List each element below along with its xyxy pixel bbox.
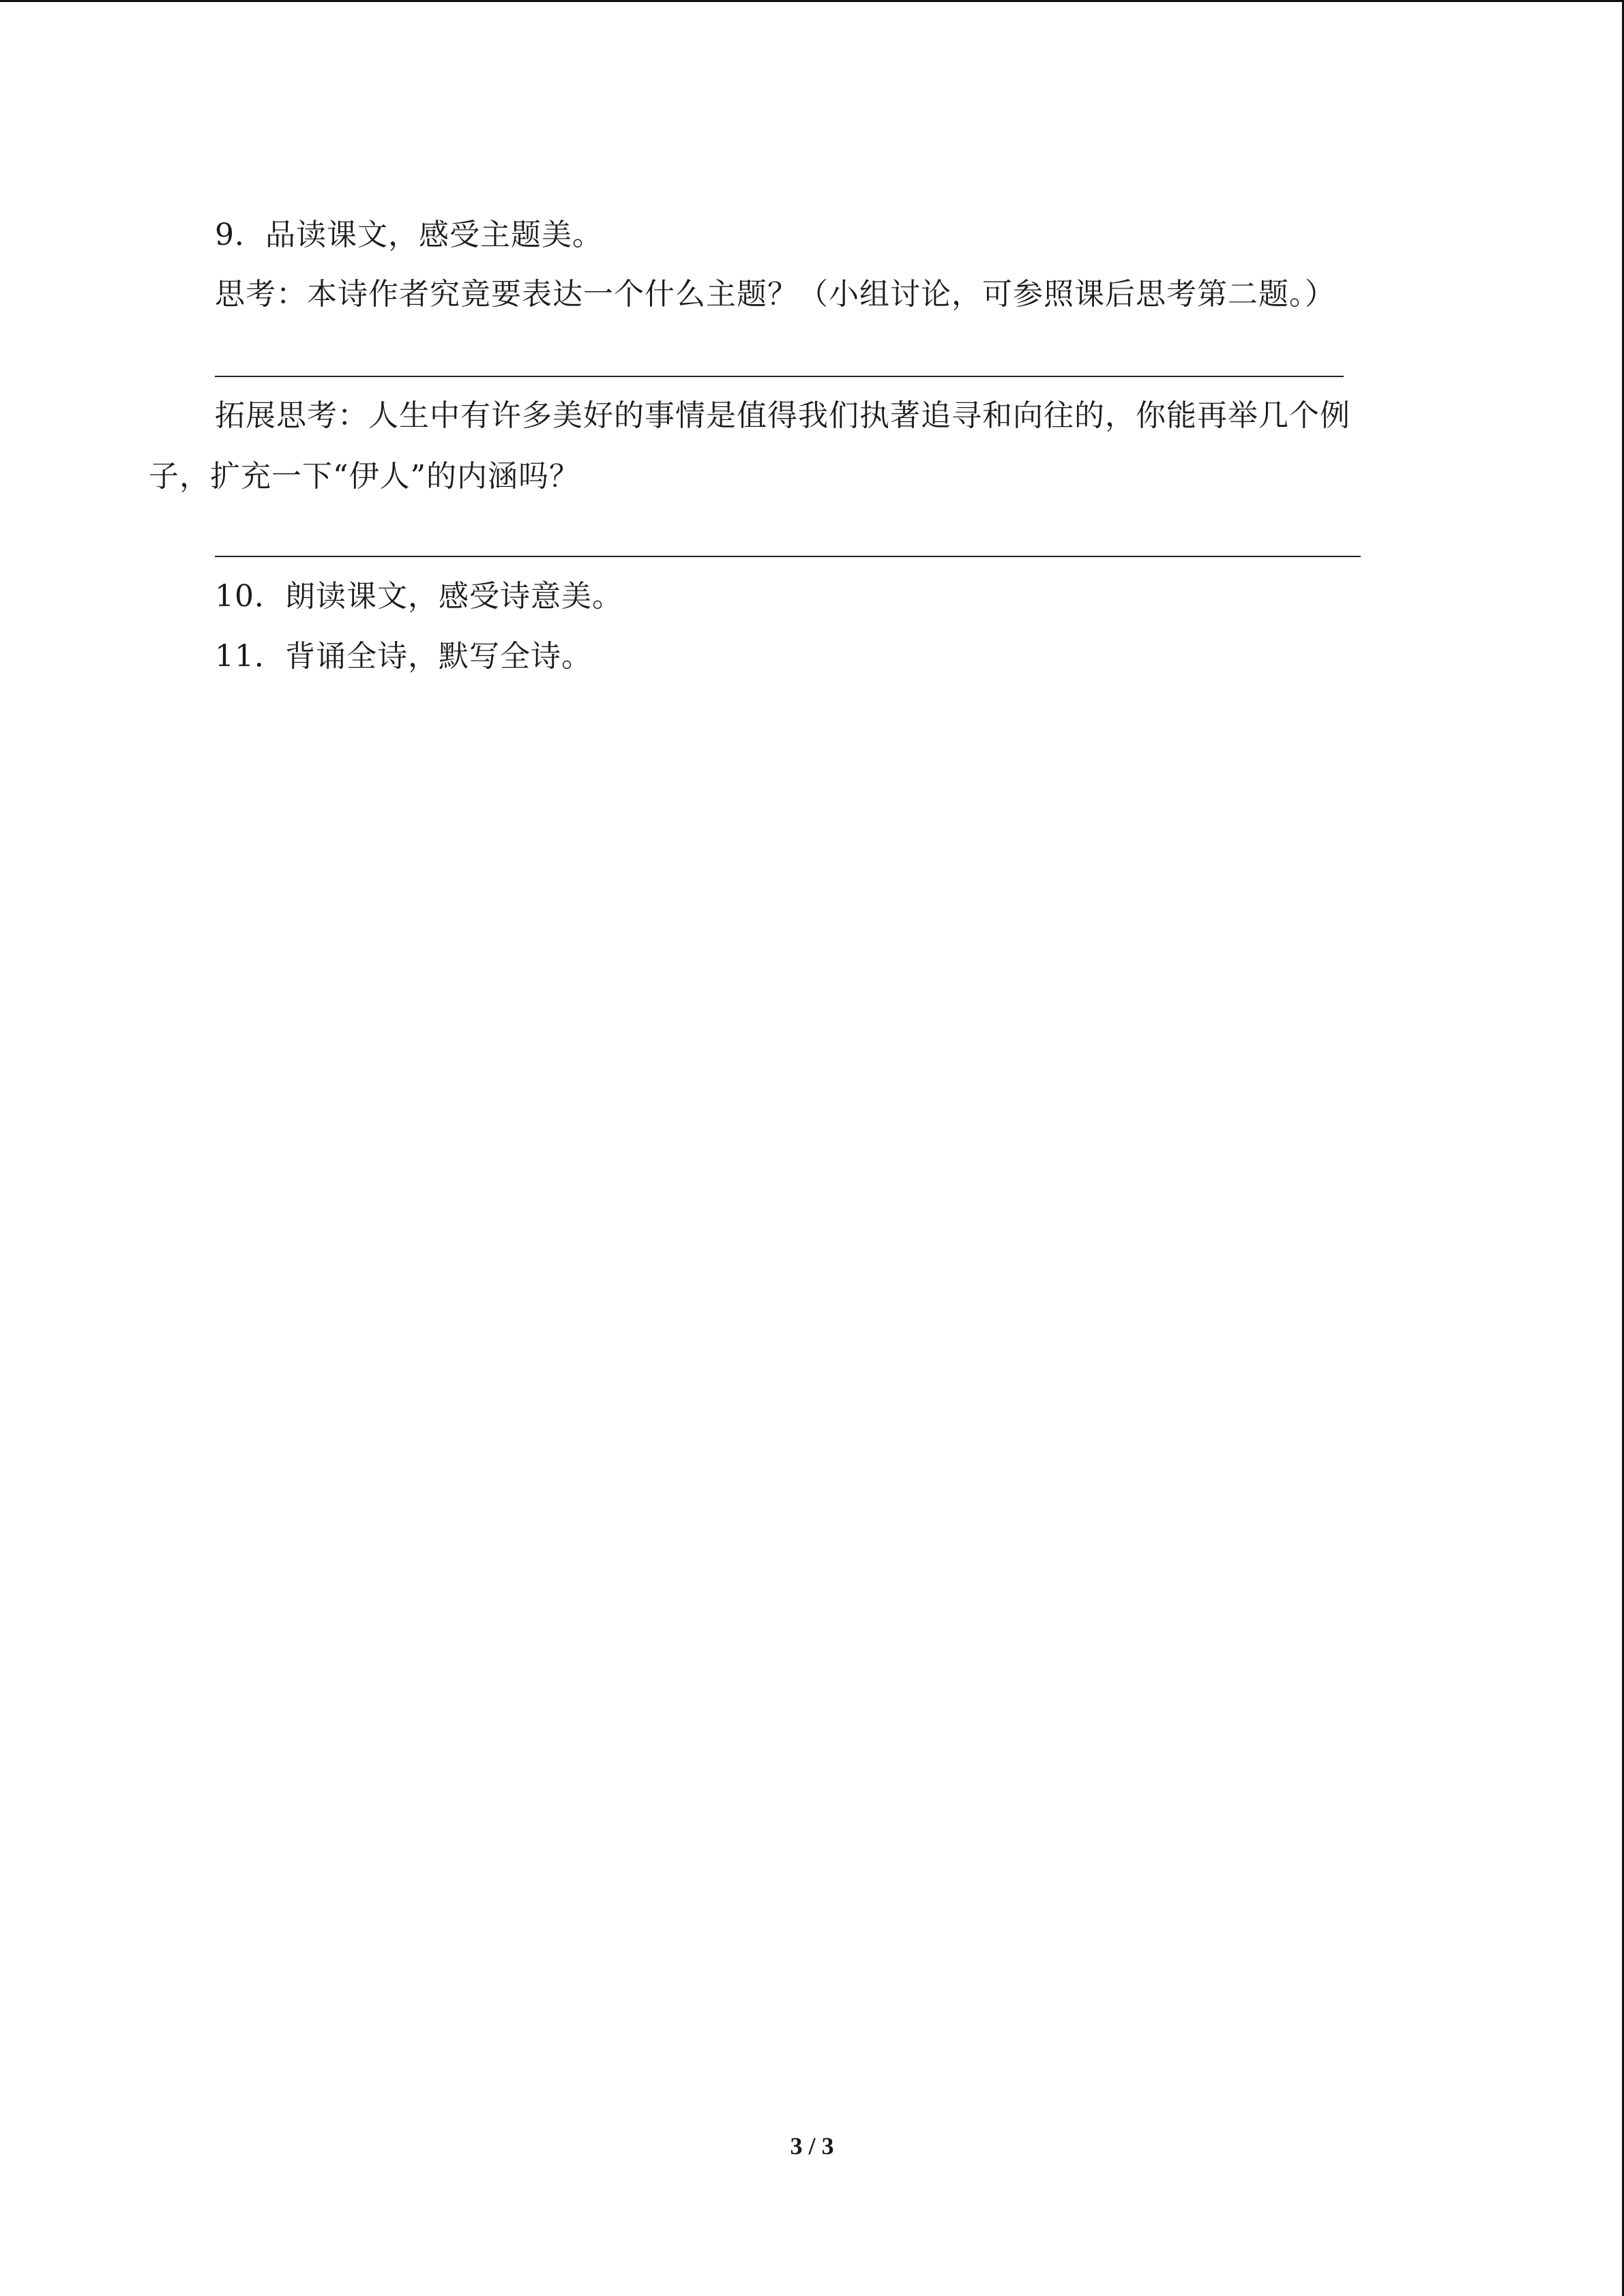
question-11: 11．背诵全诗，默写全诗。	[215, 639, 592, 674]
question-9-extend-line-1: 拓展思考：人生中有许多美好的事情是值得我们执著追寻和向往的，你能再举几个例	[215, 398, 1350, 433]
question-9-think-prompt: 思考：本诗作者究竟要表达一个什么主题？（小组讨论，可参照课后思考第二题。）	[215, 277, 1335, 312]
answer-line-think[interactable]	[215, 376, 1344, 377]
page-border-top	[0, 0, 1624, 2]
page-number: 3 / 3	[790, 2132, 834, 2160]
question-9-extend-line-2: 子，扩充一下“伊人”的内涵吗？	[149, 459, 580, 494]
answer-line-extend[interactable]	[215, 556, 1361, 557]
question-10: 10．朗读课文，感受诗意美。	[215, 579, 623, 614]
question-9-heading: 9．品读课文，感受主题美。	[215, 218, 603, 252]
